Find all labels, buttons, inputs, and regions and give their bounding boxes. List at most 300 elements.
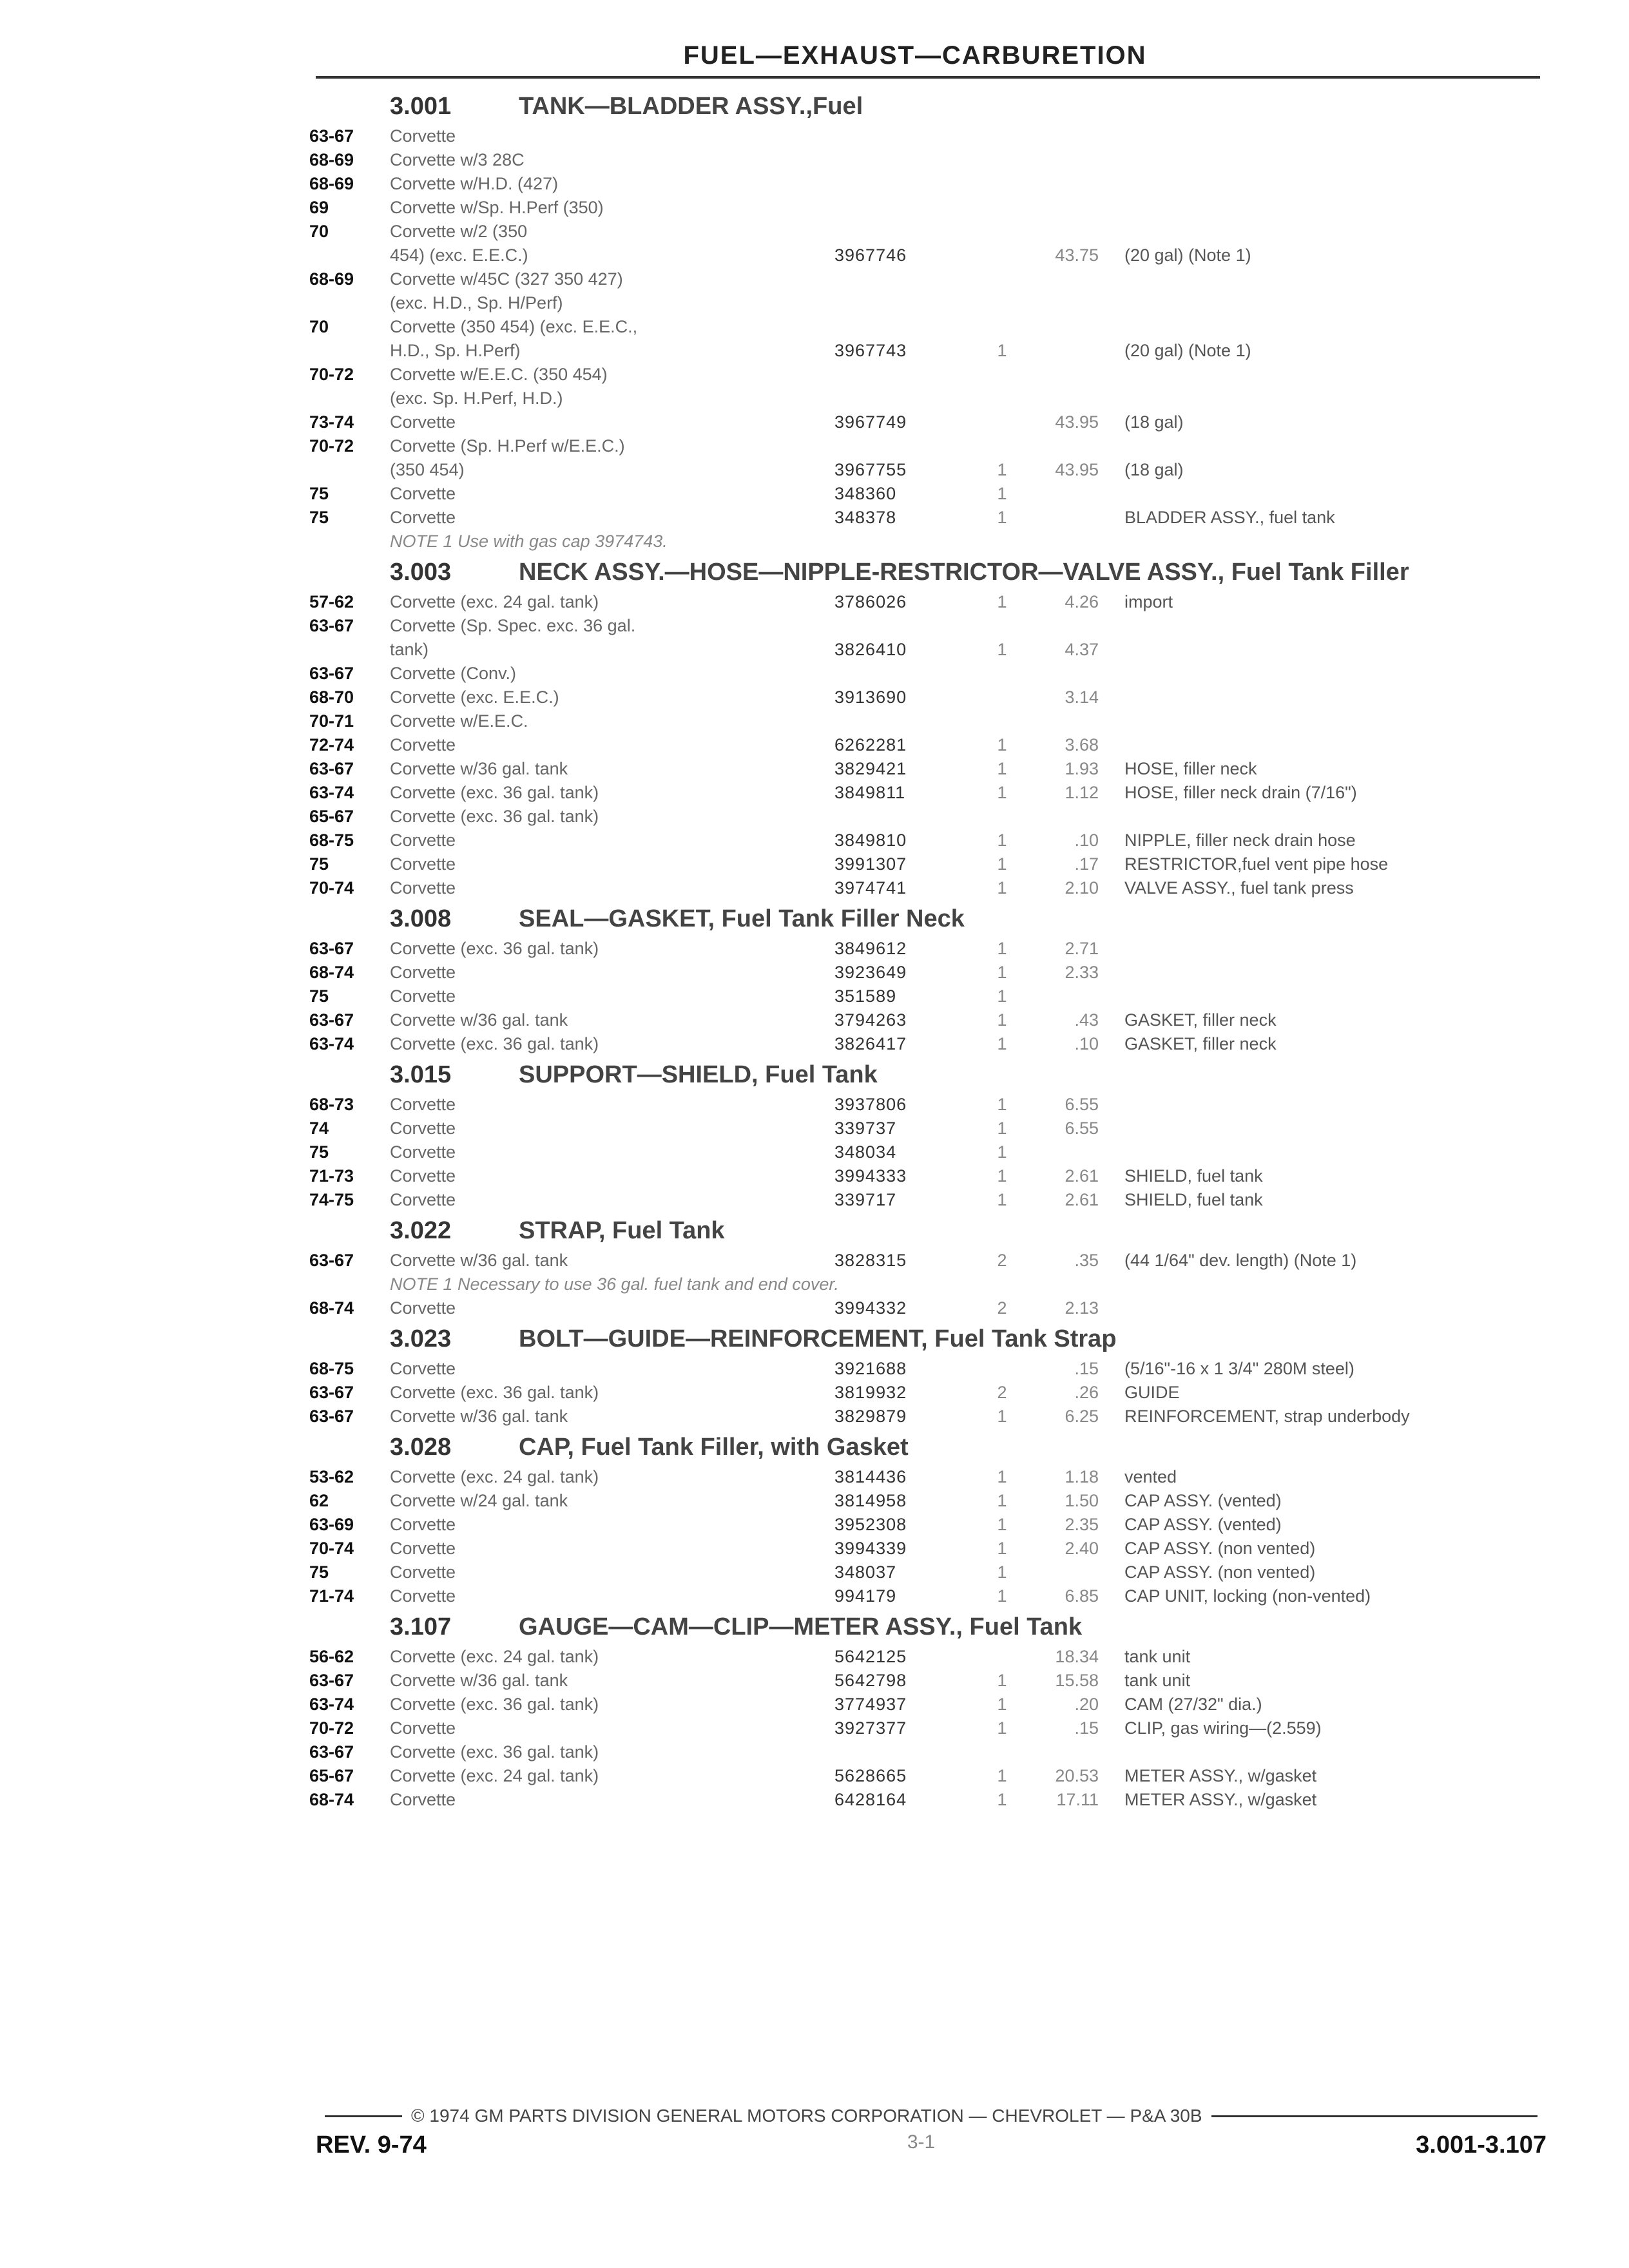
quantity: 1 bbox=[997, 1407, 1007, 1426]
list-price bbox=[1015, 1740, 1124, 1764]
model-years: 70-72 bbox=[309, 365, 354, 384]
part-number: 3849811 bbox=[834, 783, 906, 802]
model-years: 68-69 bbox=[309, 174, 354, 193]
part-remark bbox=[1124, 220, 1553, 244]
quantity bbox=[989, 434, 1015, 458]
list-price: 20.53 bbox=[1055, 1766, 1099, 1785]
parts-row bbox=[309, 1513, 1553, 1537]
vehicle-description: Corvette w/Sp. H.Perf (350) bbox=[390, 198, 604, 217]
section-header bbox=[309, 1217, 1553, 1245]
list-price: .15 bbox=[1074, 1718, 1099, 1738]
part-number: 3786026 bbox=[834, 592, 907, 611]
part-remark bbox=[1124, 805, 1553, 829]
vehicle-description: Corvette w/36 gal. tank bbox=[390, 1010, 568, 1030]
part-number: 3819932 bbox=[834, 1383, 907, 1402]
section-title: STRAP, Fuel Tank bbox=[519, 1217, 725, 1244]
parts-row bbox=[309, 1716, 1553, 1740]
list-price bbox=[1015, 506, 1124, 530]
part-remark: tank unit bbox=[1124, 1671, 1191, 1690]
part-remark: (44 1/64" dev. length) (Note 1) bbox=[1124, 1251, 1357, 1270]
part-number: 3849612 bbox=[834, 939, 907, 958]
parts-row bbox=[309, 148, 1553, 172]
list-price bbox=[1015, 482, 1124, 506]
quantity: 1 bbox=[997, 341, 1007, 360]
quantity: 1 bbox=[997, 759, 1007, 778]
part-remark bbox=[1124, 662, 1553, 686]
list-price bbox=[1015, 148, 1124, 172]
list-price: .20 bbox=[1074, 1695, 1099, 1714]
list-price: 2.13 bbox=[1065, 1298, 1099, 1318]
model-years: 68-74 bbox=[309, 1298, 354, 1318]
section-title: BOLT—GUIDE—REINFORCEMENT, Fuel Tank Strap bbox=[519, 1325, 1117, 1352]
parts-listing bbox=[309, 88, 1553, 1814]
quantity bbox=[989, 315, 1015, 339]
vehicle-description: Corvette bbox=[390, 854, 456, 874]
model-years: 75 bbox=[309, 854, 329, 874]
section-title: SUPPORT—SHIELD, Fuel Tank bbox=[519, 1061, 878, 1088]
part-number: 5642125 bbox=[834, 1647, 907, 1666]
part-number: 3967743 bbox=[834, 341, 907, 360]
vehicle-description: Corvette bbox=[390, 735, 456, 754]
vehicle-description: Corvette bbox=[390, 1119, 456, 1138]
parts-row bbox=[309, 1032, 1553, 1056]
parts-row bbox=[309, 709, 1553, 733]
section-range: 3.001-3.107 bbox=[1416, 2131, 1547, 2158]
part-number bbox=[834, 434, 989, 458]
list-price: 17.11 bbox=[1056, 1790, 1099, 1809]
vehicle-description: Corvette bbox=[390, 986, 456, 1006]
list-price: 6.85 bbox=[1065, 1586, 1099, 1606]
part-number: 3913690 bbox=[834, 687, 907, 707]
vehicle-description: Corvette bbox=[390, 1095, 456, 1114]
vehicle-description: Corvette (Conv.) bbox=[390, 664, 517, 683]
section-number: 3.003 bbox=[390, 559, 452, 586]
part-remark bbox=[1124, 686, 1553, 709]
model-years: 63-74 bbox=[309, 1034, 354, 1053]
vehicle-description: Corvette bbox=[390, 1515, 456, 1534]
part-number: 348034 bbox=[834, 1142, 897, 1162]
quantity: 1 bbox=[997, 1790, 1007, 1809]
part-remark bbox=[1124, 733, 1553, 757]
quantity: 1 bbox=[997, 508, 1007, 527]
list-price: 4.37 bbox=[1065, 640, 1099, 659]
parts-row bbox=[309, 1465, 1553, 1489]
model-years: 68-70 bbox=[309, 687, 354, 707]
part-remark: CAP ASSY. (vented) bbox=[1124, 1491, 1282, 1510]
list-price bbox=[1015, 267, 1124, 291]
part-remark: vented bbox=[1124, 1467, 1177, 1486]
part-remark bbox=[1124, 196, 1553, 220]
part-number: 348360 bbox=[834, 484, 897, 503]
quantity: 1 bbox=[997, 1718, 1007, 1738]
vehicle-description: Corvette (exc. 24 gal. tank) bbox=[390, 592, 599, 611]
vehicle-description: Corvette (exc. 36 gal. tank) bbox=[390, 783, 599, 802]
parts-row bbox=[309, 757, 1553, 781]
quantity bbox=[989, 363, 1015, 387]
quantity bbox=[989, 1645, 1015, 1669]
section-header bbox=[309, 1061, 1553, 1089]
parts-row bbox=[309, 852, 1553, 876]
quantity: 1 bbox=[997, 1190, 1007, 1209]
list-price: .15 bbox=[1074, 1359, 1099, 1378]
list-price: 4.26 bbox=[1065, 592, 1099, 611]
vehicle-description: Corvette bbox=[390, 508, 456, 527]
part-remark bbox=[1124, 172, 1553, 196]
parts-row bbox=[309, 1669, 1553, 1693]
part-remark bbox=[1124, 315, 1553, 339]
quantity bbox=[989, 1357, 1015, 1381]
part-remark bbox=[1124, 434, 1553, 458]
model-years: 70-72 bbox=[309, 1718, 354, 1738]
parts-row bbox=[309, 985, 1553, 1008]
parts-row bbox=[309, 1584, 1553, 1608]
model-years bbox=[309, 638, 390, 662]
vehicle-description: Corvette bbox=[390, 1718, 456, 1738]
vehicle-description: Corvette bbox=[390, 1359, 456, 1378]
parts-row bbox=[309, 961, 1553, 985]
model-years bbox=[309, 291, 390, 315]
part-number: 3826410 bbox=[834, 640, 907, 659]
model-years: 68-75 bbox=[309, 1359, 354, 1378]
list-price: 1.50 bbox=[1065, 1491, 1099, 1510]
part-number bbox=[834, 387, 989, 410]
vehicle-description: Corvette bbox=[390, 1790, 456, 1809]
part-number: 3994339 bbox=[834, 1539, 907, 1558]
part-remark bbox=[1124, 709, 1553, 733]
part-remark bbox=[1124, 985, 1553, 1008]
part-remark: HOSE, filler neck drain (7/16") bbox=[1124, 783, 1357, 802]
parts-row bbox=[309, 1764, 1553, 1788]
vehicle-description: Corvette bbox=[390, 1190, 456, 1209]
parts-row bbox=[309, 686, 1553, 709]
quantity: 1 bbox=[997, 963, 1007, 982]
part-remark bbox=[1124, 363, 1553, 387]
part-remark: SHIELD, fuel tank bbox=[1124, 1190, 1263, 1209]
part-remark: VALVE ASSY., fuel tank press bbox=[1124, 878, 1354, 898]
footer-info bbox=[316, 2131, 1547, 2159]
model-years: 70-74 bbox=[309, 878, 354, 898]
vehicle-description: Corvette (exc. 36 gal. tank) bbox=[390, 939, 599, 958]
note-spacer bbox=[309, 530, 390, 553]
list-price: 3.68 bbox=[1065, 735, 1099, 754]
model-years: 62 bbox=[309, 1491, 329, 1510]
part-number: 3991307 bbox=[834, 854, 907, 874]
model-years: 72-74 bbox=[309, 735, 354, 754]
section-header bbox=[309, 559, 1553, 586]
header-rule bbox=[316, 76, 1540, 79]
part-number bbox=[834, 172, 989, 196]
list-price: .10 bbox=[1074, 831, 1099, 850]
vehicle-description: Corvette w/45C (327 350 427) bbox=[390, 269, 623, 289]
part-number bbox=[834, 220, 989, 244]
part-remark: (20 gal) (Note 1) bbox=[1124, 341, 1251, 360]
quantity: 1 bbox=[997, 1586, 1007, 1606]
list-price bbox=[1015, 614, 1124, 638]
quantity bbox=[989, 1740, 1015, 1764]
quantity: 1 bbox=[997, 1467, 1007, 1486]
model-years: 65-67 bbox=[309, 1766, 354, 1785]
parts-row bbox=[309, 590, 1553, 614]
vehicle-description: Corvette bbox=[390, 1562, 456, 1582]
part-number bbox=[834, 614, 989, 638]
vehicle-description: Corvette (exc. 24 gal. tank) bbox=[390, 1467, 599, 1486]
quantity: 1 bbox=[997, 1671, 1007, 1690]
part-remark bbox=[1124, 1740, 1553, 1764]
vehicle-description: Corvette w/E.E.C. bbox=[390, 711, 528, 731]
parts-row bbox=[309, 220, 1553, 244]
parts-row bbox=[309, 410, 1553, 434]
list-price: 43.95 bbox=[1055, 412, 1099, 432]
list-price: 6.55 bbox=[1065, 1119, 1099, 1138]
part-number bbox=[834, 124, 989, 148]
quantity: 1 bbox=[997, 1562, 1007, 1582]
part-remark: REINFORCEMENT, strap underbody bbox=[1124, 1407, 1410, 1426]
quantity: 1 bbox=[997, 1034, 1007, 1053]
part-number: 6428164 bbox=[834, 1790, 907, 1809]
parts-row bbox=[309, 291, 1553, 315]
model-years: 71-73 bbox=[309, 1166, 354, 1186]
vehicle-description: Corvette bbox=[390, 126, 456, 146]
list-price bbox=[1015, 1561, 1124, 1584]
part-number: 3952308 bbox=[834, 1515, 907, 1534]
part-number: 994179 bbox=[834, 1586, 897, 1606]
quantity: 2 bbox=[997, 1298, 1007, 1318]
part-remark bbox=[1124, 614, 1553, 638]
section-title: GAUGE—CAM—CLIP—METER ASSY., Fuel Tank bbox=[519, 1613, 1083, 1640]
parts-row bbox=[309, 1140, 1553, 1164]
model-years: 70-74 bbox=[309, 1539, 354, 1558]
model-years bbox=[309, 244, 390, 267]
part-number: 348378 bbox=[834, 508, 897, 527]
list-price bbox=[1015, 363, 1124, 387]
parts-row bbox=[309, 662, 1553, 686]
parts-row bbox=[309, 1296, 1553, 1320]
model-years: 63-67 bbox=[309, 1742, 354, 1762]
list-price bbox=[1015, 805, 1124, 829]
parts-row bbox=[309, 267, 1553, 291]
quantity: 1 bbox=[997, 1119, 1007, 1138]
model-years: 68-75 bbox=[309, 831, 354, 850]
list-price: 2.35 bbox=[1065, 1515, 1099, 1534]
quantity: 1 bbox=[997, 735, 1007, 754]
part-number: 5642798 bbox=[834, 1671, 907, 1690]
section-title: CAP, Fuel Tank Filler, with Gasket bbox=[519, 1434, 909, 1461]
part-number: 3967755 bbox=[834, 460, 907, 479]
quantity: 1 bbox=[997, 592, 1007, 611]
vehicle-description: Corvette (Sp. Spec. exc. 36 gal. bbox=[390, 616, 636, 635]
quantity bbox=[989, 244, 1015, 267]
part-number bbox=[834, 709, 989, 733]
list-price: 2.61 bbox=[1065, 1190, 1099, 1209]
part-number: 3994333 bbox=[834, 1166, 907, 1186]
model-years: 63-67 bbox=[309, 616, 354, 635]
section-3-001 bbox=[309, 93, 1553, 553]
parts-row bbox=[309, 876, 1553, 900]
part-remark: (18 gal) bbox=[1124, 460, 1184, 479]
vehicle-description: Corvette w/2 (350 bbox=[390, 222, 528, 241]
part-number: 3849810 bbox=[834, 831, 907, 850]
vehicle-description: H.D., Sp. H.Perf) bbox=[390, 341, 521, 360]
quantity: 1 bbox=[997, 831, 1007, 850]
quantity: 1 bbox=[997, 986, 1007, 1006]
vehicle-description: Corvette bbox=[390, 1142, 456, 1162]
parts-row bbox=[309, 244, 1553, 267]
part-remark: METER ASSY., w/gasket bbox=[1124, 1766, 1317, 1785]
vehicle-description: Corvette w/36 gal. tank bbox=[390, 1407, 568, 1426]
parts-row bbox=[309, 434, 1553, 458]
part-number: 3829421 bbox=[834, 759, 907, 778]
vehicle-description: Corvette (exc. E.E.C.) bbox=[390, 687, 559, 707]
list-price bbox=[1015, 662, 1124, 686]
parts-row bbox=[309, 363, 1553, 387]
quantity bbox=[989, 662, 1015, 686]
model-years: 65-67 bbox=[309, 807, 354, 826]
list-price bbox=[1015, 709, 1124, 733]
list-price bbox=[1015, 387, 1124, 410]
part-number: 3974741 bbox=[834, 878, 907, 898]
part-remark: import bbox=[1124, 592, 1173, 611]
part-number: 3826417 bbox=[834, 1034, 907, 1053]
list-price: 2.10 bbox=[1065, 878, 1099, 898]
model-years: 56-62 bbox=[309, 1647, 354, 1666]
parts-row bbox=[309, 829, 1553, 852]
part-number: 3927377 bbox=[834, 1718, 907, 1738]
part-number bbox=[834, 315, 989, 339]
part-number bbox=[834, 291, 989, 315]
model-years: 73-74 bbox=[309, 412, 354, 432]
parts-row bbox=[309, 458, 1553, 482]
parts-row bbox=[309, 1164, 1553, 1188]
part-remark bbox=[1124, 148, 1553, 172]
model-years: 75 bbox=[309, 986, 329, 1006]
parts-row bbox=[309, 1381, 1553, 1405]
parts-row bbox=[309, 733, 1553, 757]
list-price: .17 bbox=[1074, 854, 1099, 874]
section-header bbox=[309, 1613, 1553, 1641]
vehicle-description: Corvette (exc. 36 gal. tank) bbox=[390, 1034, 599, 1053]
parts-row bbox=[309, 339, 1553, 363]
footer-rule-right bbox=[1211, 2115, 1537, 2117]
vehicle-description: Corvette (Sp. H.Perf w/E.E.C.) bbox=[390, 436, 625, 456]
list-price: 2.71 bbox=[1065, 939, 1099, 958]
quantity bbox=[989, 291, 1015, 315]
part-number: 3921688 bbox=[834, 1359, 907, 1378]
section-number: 3.107 bbox=[390, 1613, 452, 1640]
vehicle-description: Corvette bbox=[390, 1166, 456, 1186]
part-number: 3794263 bbox=[834, 1010, 907, 1030]
vehicle-description: Corvette bbox=[390, 1539, 456, 1558]
quantity: 1 bbox=[997, 1515, 1007, 1534]
model-years: 75 bbox=[309, 508, 329, 527]
part-remark bbox=[1124, 124, 1553, 148]
section-note bbox=[309, 1273, 1553, 1296]
vehicle-description: Corvette w/36 gal. tank bbox=[390, 1671, 568, 1690]
parts-row bbox=[309, 1117, 1553, 1140]
list-price bbox=[1015, 220, 1124, 244]
part-number: 3994332 bbox=[834, 1298, 907, 1318]
part-remark: (5/16"-16 x 1 3/4" 280M steel) bbox=[1124, 1359, 1354, 1378]
list-price: .35 bbox=[1074, 1251, 1099, 1270]
list-price: .10 bbox=[1074, 1034, 1099, 1053]
part-number: 339737 bbox=[834, 1119, 897, 1138]
model-years: 68-69 bbox=[309, 269, 354, 289]
section-3-015 bbox=[309, 1061, 1553, 1212]
quantity bbox=[989, 148, 1015, 172]
quantity: 1 bbox=[997, 460, 1007, 479]
model-years: 57-62 bbox=[309, 592, 354, 611]
section-number: 3.023 bbox=[390, 1325, 452, 1352]
list-price bbox=[1015, 434, 1124, 458]
part-remark: GASKET, filler neck bbox=[1124, 1034, 1277, 1053]
part-remark bbox=[1124, 482, 1553, 506]
note-text: NOTE 1 Use with gas cap 3974743. bbox=[390, 532, 668, 551]
section-3-003 bbox=[309, 559, 1553, 900]
section-number: 3.001 bbox=[390, 93, 452, 120]
list-price: 43.95 bbox=[1055, 460, 1099, 479]
part-number: 6262281 bbox=[834, 735, 907, 754]
vehicle-description: (exc. H.D., Sp. H/Perf) bbox=[390, 293, 563, 312]
page-number: 3-1 bbox=[907, 2131, 936, 2153]
section-title: NECK ASSY.—HOSE—NIPPLE-RESTRICTOR—VALVE ASSY., Fuel Tank Filler bbox=[519, 559, 1409, 586]
part-remark: (18 gal) bbox=[1124, 412, 1184, 432]
part-remark: METER ASSY., w/gasket bbox=[1124, 1790, 1317, 1809]
parts-row bbox=[309, 1093, 1553, 1117]
parts-row bbox=[309, 638, 1553, 662]
section-3-107 bbox=[309, 1613, 1553, 1812]
list-price: 18.34 bbox=[1055, 1647, 1099, 1666]
quantity bbox=[989, 196, 1015, 220]
quantity bbox=[989, 410, 1015, 434]
parts-row bbox=[309, 1008, 1553, 1032]
part-remark: GASKET, filler neck bbox=[1124, 1010, 1277, 1030]
quantity: 1 bbox=[997, 1766, 1007, 1785]
list-price bbox=[1015, 1140, 1124, 1164]
model-years: 68-73 bbox=[309, 1095, 354, 1114]
parts-row bbox=[309, 1645, 1553, 1669]
part-number: 5628665 bbox=[834, 1766, 907, 1785]
part-remark: CAM (27/32" dia.) bbox=[1124, 1695, 1262, 1714]
list-price: .26 bbox=[1074, 1383, 1099, 1402]
part-number bbox=[834, 805, 989, 829]
quantity: 1 bbox=[997, 878, 1007, 898]
parts-row bbox=[309, 1537, 1553, 1561]
section-number: 3.022 bbox=[390, 1217, 452, 1244]
vehicle-description: Corvette w/H.D. (427) bbox=[390, 174, 559, 193]
quantity: 2 bbox=[997, 1251, 1007, 1270]
parts-row bbox=[309, 805, 1553, 829]
part-number bbox=[834, 363, 989, 387]
model-years: 75 bbox=[309, 1142, 329, 1162]
section-header bbox=[309, 905, 1553, 933]
part-number: 3814436 bbox=[834, 1467, 907, 1486]
model-years bbox=[309, 339, 390, 363]
parts-row bbox=[309, 1188, 1553, 1212]
note-text: NOTE 1 Necessary to use 36 gal. fuel tank and end cover. bbox=[390, 1274, 839, 1294]
quantity: 1 bbox=[997, 484, 1007, 503]
quantity bbox=[989, 805, 1015, 829]
parts-row bbox=[309, 196, 1553, 220]
part-remark: (20 gal) (Note 1) bbox=[1124, 245, 1251, 265]
model-years: 63-67 bbox=[309, 1671, 354, 1690]
model-years: 70 bbox=[309, 222, 329, 241]
part-number: 3829879 bbox=[834, 1407, 907, 1426]
quantity bbox=[989, 267, 1015, 291]
quantity bbox=[989, 124, 1015, 148]
vehicle-description: Corvette bbox=[390, 412, 456, 432]
list-price: 1.93 bbox=[1065, 759, 1099, 778]
model-years: 71-74 bbox=[309, 1586, 354, 1606]
list-price: 6.25 bbox=[1065, 1407, 1099, 1426]
